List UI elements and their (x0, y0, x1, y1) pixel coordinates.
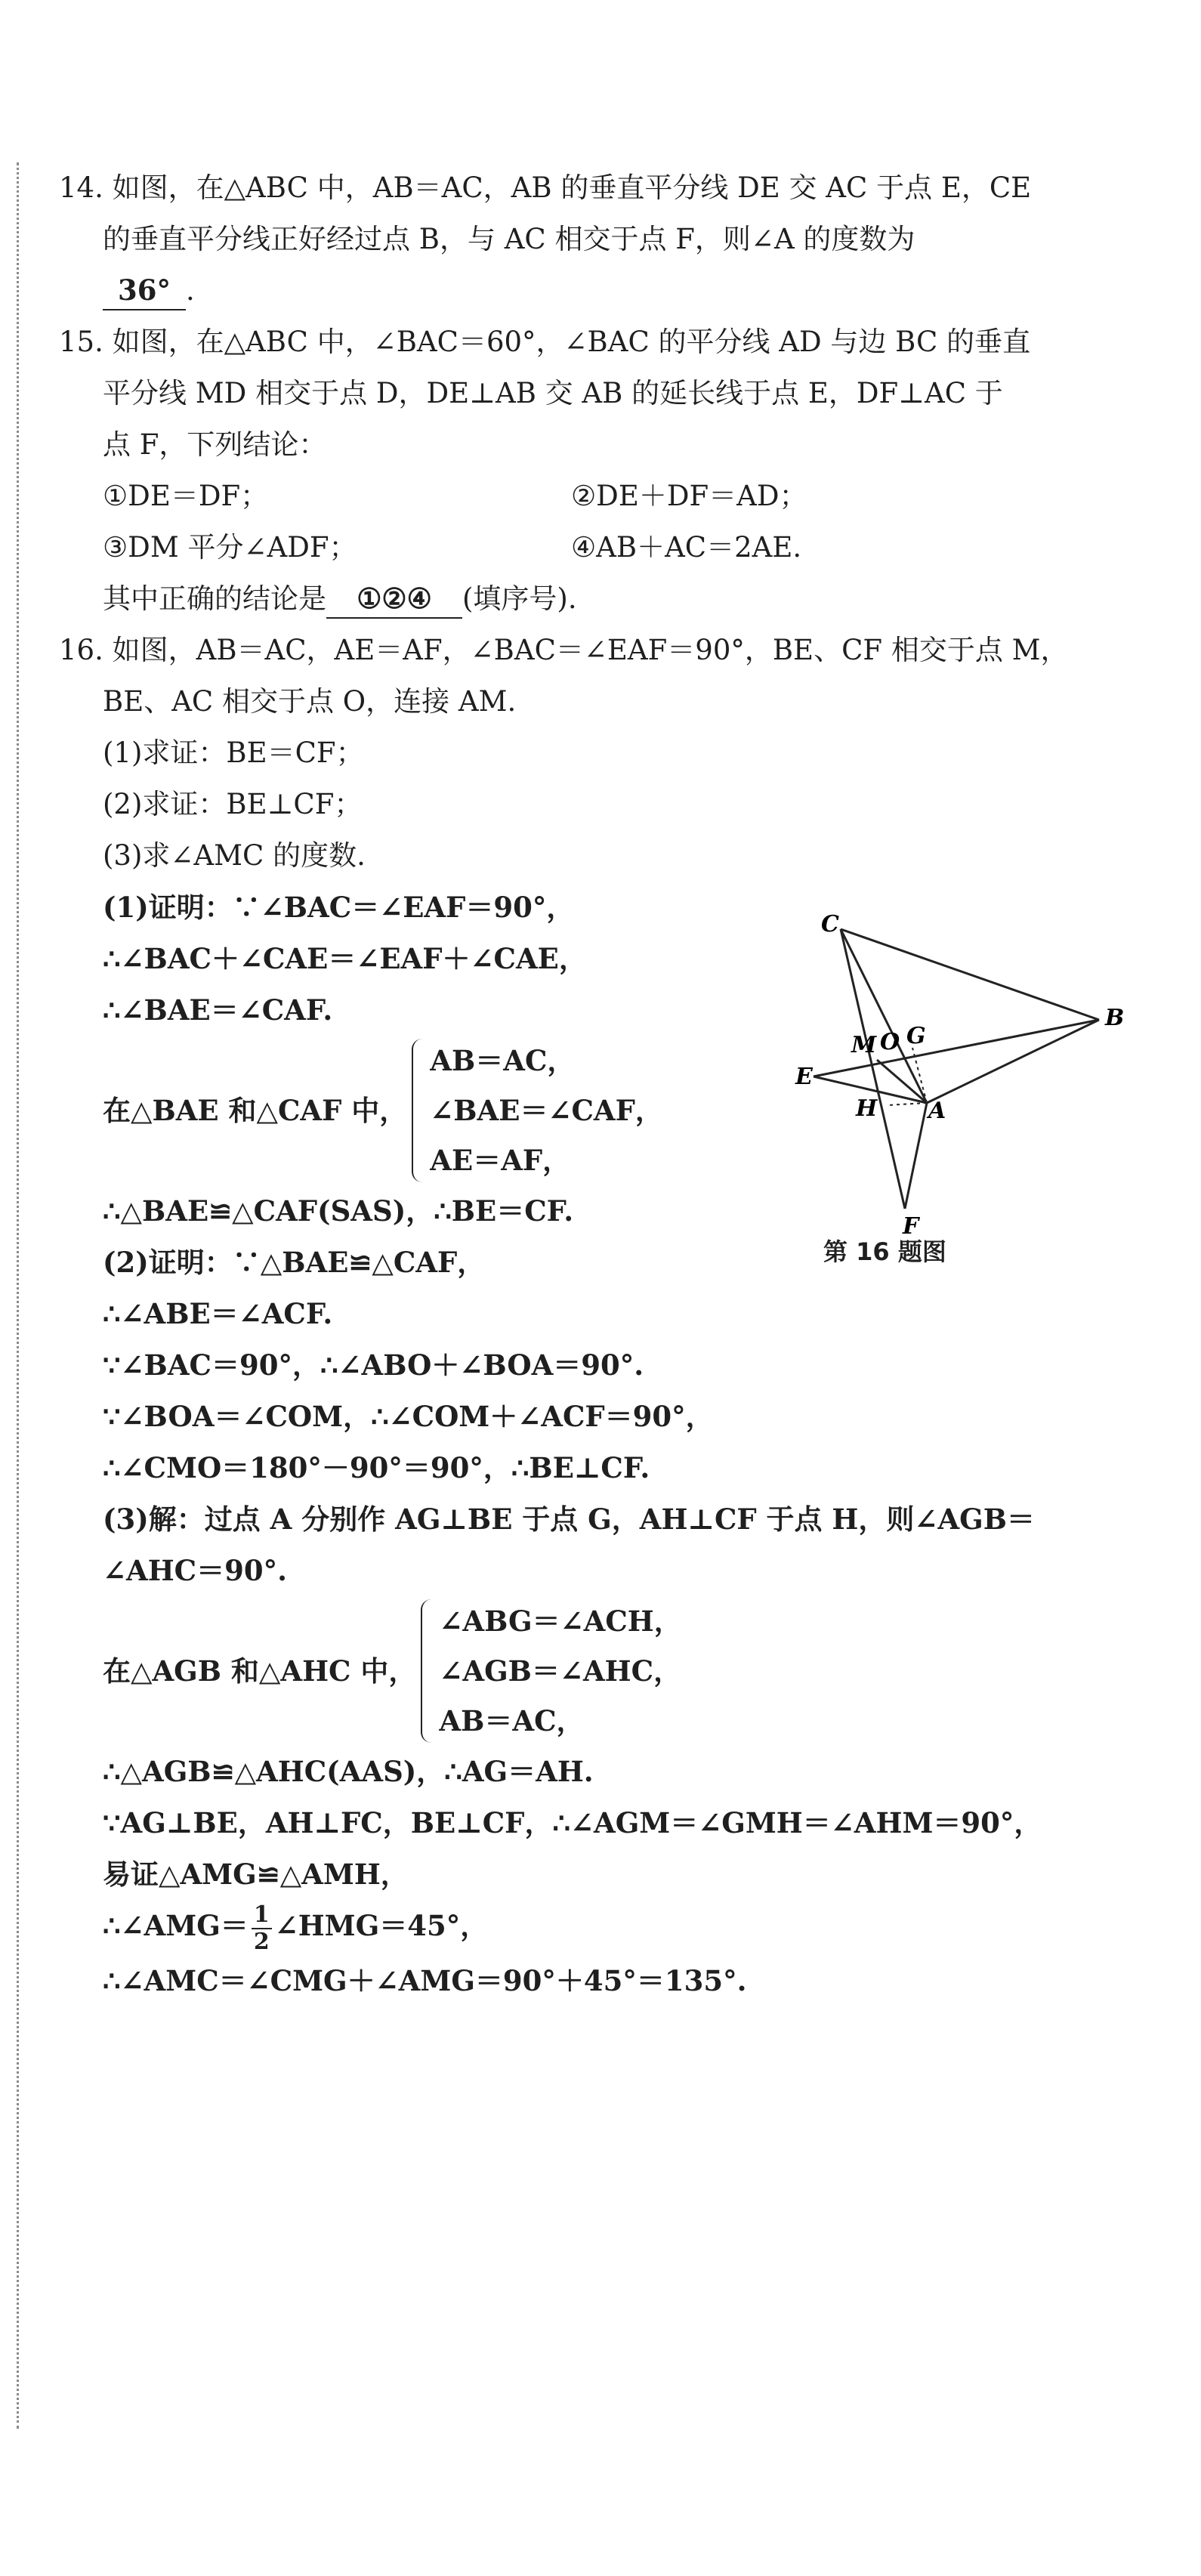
q15-option-2: ②DE＋DF＝AD； (571, 480, 807, 512)
sol-p3-line-5: 易证△AMG≌△AMH， (103, 1858, 409, 1891)
label-M: M (851, 1032, 877, 1058)
sol-p1-line-2: ∴∠BAC＋∠CAE＝∠EAF＋∠CAE， (103, 942, 587, 975)
dashed-AH (888, 1103, 927, 1105)
sol-p1-cond-1: AB＝AC， (430, 1044, 576, 1077)
sol-p3-line-3: ∴△AGB≌△AHC(AAS)，∴AG＝AH. (103, 1755, 594, 1788)
figure-caption: 第 16 题图 (823, 1237, 946, 1266)
sol-p2-line-1: (2)证明：∵△BAE≌△CAF， (103, 1246, 486, 1279)
q16-line-2: BE、AC 相交于点 O，连接 AM. (103, 685, 517, 718)
fraction-one-half (252, 1902, 272, 1955)
left-brace (421, 1599, 433, 1743)
sol-p3-line-6 (59, 1900, 1132, 1955)
sol-p2-line-4: ∵∠BOA＝∠COM，∴∠COM＋∠ACF＝90°， (103, 1400, 714, 1433)
fraction-numerator: 1 (252, 1902, 272, 1929)
sol-p2-line-5: ∴∠CMO＝180°－90°＝90°，∴BE⊥CF. (103, 1451, 650, 1484)
sol-p3-system-lead: 在△AGB 和△AHC 中， (103, 1654, 417, 1688)
segment-AF (905, 1103, 927, 1209)
sol-p3-line-7: ∴∠AMC＝∠CMG＋∠AMG＝90°＋45°＝135°. (103, 1963, 747, 1997)
sol-p2-line-2: ∴∠ABE＝∠ACF. (103, 1297, 333, 1330)
label-C: C (821, 911, 839, 937)
label-G: G (906, 1023, 926, 1049)
q15-option-4: ④AB＋AC＝2AE. (571, 531, 802, 564)
sol-p1-line-4: ∴△BAE≌△CAF(SAS)，∴BE＝CF. (103, 1194, 574, 1228)
q15-line-2: 平分线 MD 相交于点 D，DE⊥AB 交 AB 的延长线于点 E，DF⊥AC 于 (103, 377, 1003, 409)
sol-p3-line-4: ∵AG⊥BE，AH⊥FC，BE⊥CF，∴∠AGM＝∠GMH＝∠AHM＝90°， (103, 1806, 1042, 1839)
question-15 (59, 317, 1132, 625)
figure-svg (767, 903, 1144, 1243)
q16-sub-1: (1)求证：BE＝CF； (103, 737, 364, 769)
sol-p1-cond-2: ∠BAE＝∠CAF， (430, 1094, 663, 1127)
q15-answer-prefix: 其中正确的结论是 (103, 582, 326, 615)
q14-answer-line (59, 265, 1132, 317)
label-O: O (880, 1029, 900, 1055)
sol-p1-line-3: ∴∠BAE＝∠CAF. (103, 993, 333, 1027)
sol-p1-line-1: (1)证明：∵∠BAC＝∠EAF＝90°， (103, 891, 575, 924)
sol-p2-line-3: ∵∠BAC＝90°，∴∠ABO＋∠BOA＝90°. (103, 1348, 644, 1382)
q15-line-3: 点 F，下列结论： (103, 428, 327, 461)
label-B: B (1105, 1005, 1125, 1031)
label-H: H (856, 1095, 878, 1122)
q15-line-1: 15. 如图，在△ABC 中，∠BAC＝60°，∠BAC 的平分线 AD 与边 BC 的垂直 (59, 326, 1031, 358)
q15-answer-line (59, 573, 1132, 625)
q14-line-1: 14. 如图，在△ABC 中，AB＝AC，AB 的垂直平分线 DE 交 AC 于点 E，CE (59, 171, 1032, 204)
fraction-denominator: 2 (253, 1928, 270, 1955)
q16-sub-3: (3)求∠AMC 的度数. (103, 839, 366, 872)
sol-p3-line-1: (3)解：过点 A 分别作 AG⊥BE 于点 G，AH⊥CF 于点 H，则∠AGB＝ (103, 1503, 1035, 1536)
q16-line-1: 16. 如图，AB＝AC，AE＝AF，∠BAC＝∠EAF＝90°，BE、CF 相交于点 M， (59, 634, 1069, 666)
sol-p3-cond-3: AB＝AC， (439, 1704, 585, 1737)
sol-p1-system-lines (430, 1036, 663, 1185)
q15-options-row-1 (59, 471, 1132, 522)
label-A: A (928, 1098, 946, 1124)
sol-p3-line-6-end: ∠HMG＝45°， (274, 1909, 489, 1942)
sol-p3-system-lines (439, 1596, 681, 1746)
left-brace (412, 1039, 424, 1182)
question-14 (59, 162, 1132, 317)
q15-option-3: ③DM 平分∠ADF； (103, 531, 357, 564)
label-E: E (795, 1064, 813, 1090)
q14-answer: 36° (103, 271, 186, 310)
sol-p3-line-6-start: ∴∠AMG＝ (103, 1909, 249, 1942)
sol-p3-system (59, 1596, 1132, 1746)
label-F: F (903, 1213, 919, 1240)
sol-p3-line-2: ∠AHC＝90°. (103, 1554, 287, 1587)
sol-p3-cond-1: ∠ABG＝∠ACH， (439, 1605, 682, 1638)
q15-options-row-2 (59, 522, 1132, 573)
segment-AB (927, 1020, 1099, 1103)
q15-answer-suffix: (填序号). (462, 582, 577, 615)
geometry-figure-16 (767, 903, 1144, 1280)
q14-line-2: 的垂直平分线正好经过点 B，与 AC 相交于点 F，则∠A 的度数为 (103, 223, 915, 255)
sol-p3-cond-2: ∠AGB＝∠AHC， (439, 1654, 682, 1688)
q15-option-1: ①DE＝DF； (103, 480, 269, 512)
q16-sub-2: (2)求证：BE⊥CF； (103, 788, 363, 820)
q15-answer: ①②④ (326, 579, 462, 619)
question-16 (59, 625, 1132, 882)
sol-p1-system-lead: 在△BAE 和△CAF 中， (103, 1094, 408, 1127)
sol-p1-cond-3: AE＝AF， (430, 1144, 571, 1177)
q14-period: . (186, 274, 195, 307)
binding-margin-dots (17, 162, 19, 2429)
